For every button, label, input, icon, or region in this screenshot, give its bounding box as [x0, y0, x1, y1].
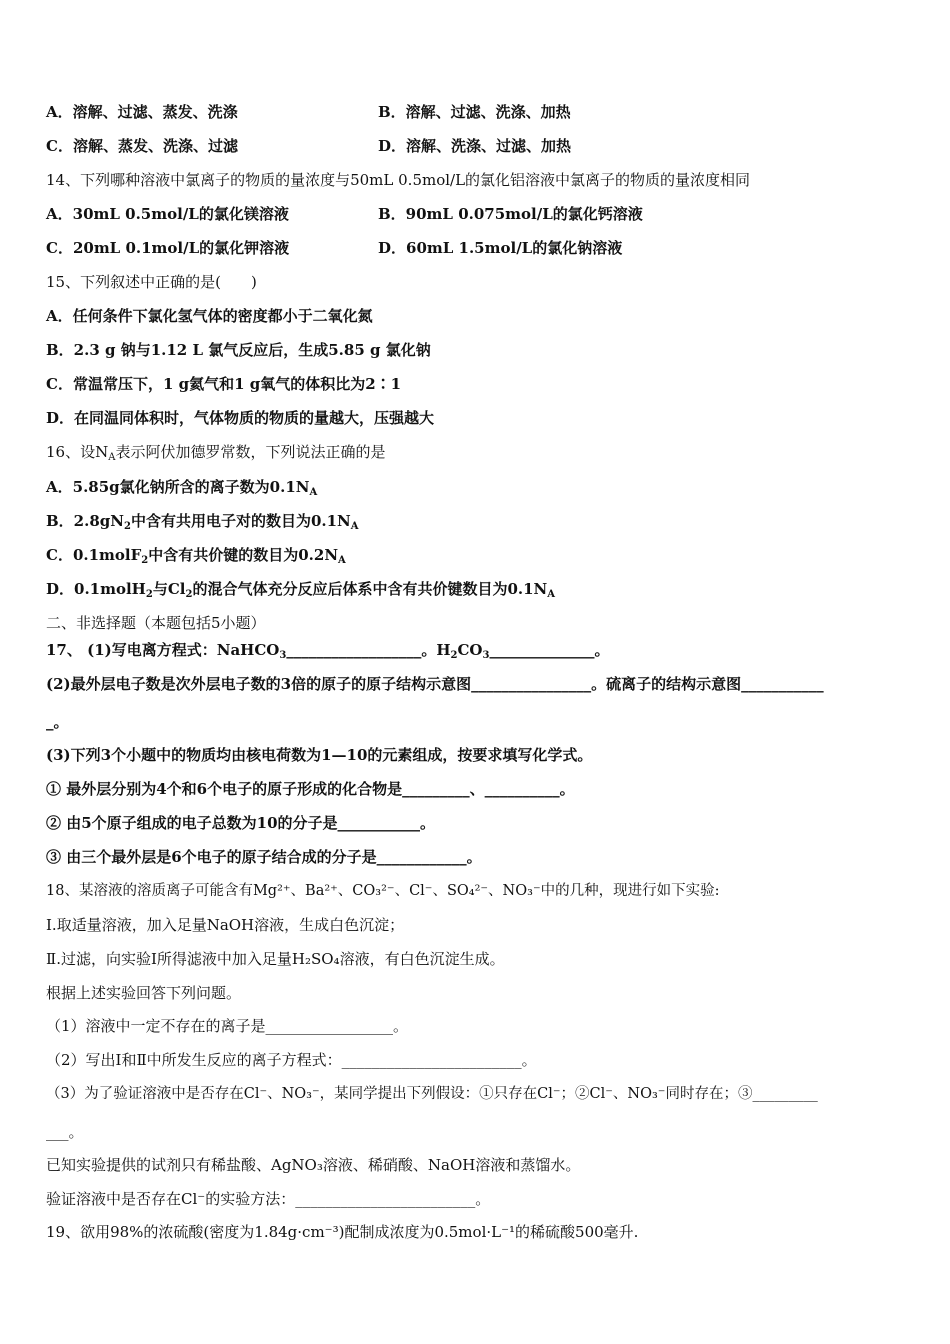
question-17-item2: ② 由5个原子组成的电子总数为10的分子是___________。 [46, 814, 436, 832]
option-14d: D．60mL 1.5mol/L的氯化钠溶液 [378, 239, 623, 257]
option-15a: A．任何条件下氯化氢气体的密度都小于二氧化氮 [46, 307, 373, 325]
question-17-part2: (2)最外层电子数是次外层电子数的3倍的原子的原子结构示意图________________。硫离子的结构示意图___________ [46, 675, 824, 693]
question-18-reagents: 已知实验提供的试剂只有稀盐酸、AgNO₃溶液、稀硝酸、NaOH溶液和蒸馏水。 [46, 1156, 581, 1174]
question-17-part1: 17、 (1)写电离方程式：NaHCO$_3$__________________。$H_2CO_3\_\_\_\_\_\_\_\_\_\_\_\_\_\_$。 [46, 641, 610, 661]
question-18-step2: Ⅱ.过滤，向实验Ⅰ所得滤液中加入足量H₂SO₄溶液，有白色沉淀生成。 [46, 950, 505, 968]
option-16d: D．0.1molH$_2$与$Cl_2$的混合气体充分反应后体系中含有共价键数目为$0.1N_A$ [46, 580, 556, 600]
question-17-item3: ③ 由三个最外层是6个电子的原子结合成的分子是____________。 [46, 848, 482, 866]
option-15c: C．常温常压下，1 g氦气和1 g氧气的体积比为2∶1 [46, 375, 402, 393]
option-13a: A．溶解、过滤、蒸发、洗涤 [46, 103, 238, 121]
option-16c: C．0.1molF$_2$中含有共价键的数目为$0.2N_A$ [46, 546, 346, 566]
option-16a: A．5.85g氯化钠所含的离子数为$0.1N_A$ [46, 478, 318, 498]
question-17-item1: ① 最外层分别为4个和6个电子的原子形成的化合物是_________、__________。 [46, 780, 575, 798]
option-15b: B．2.3 g 钠与1.12 L 氯气反应后，生成5.85 g 氯化钠 [46, 341, 431, 359]
question-18-sub3-cont: ___。 [46, 1123, 84, 1141]
option-16b: B．$2.8gN_2$中含有共用电子对的数目为$0.1N_A$ [46, 512, 359, 532]
question-18-method: 验证溶液中是否存在Cl⁻的实验方法：________________________。 [46, 1190, 491, 1208]
question-18-sub2: （2）写出Ⅰ和Ⅱ中所发生反应的离子方程式：________________________。 [46, 1051, 537, 1069]
question-15: 15、下列叙述中正确的是( ) [46, 273, 257, 291]
option-13d: D．溶解、洗涤、过滤、加热 [378, 137, 572, 155]
option-14a: A．30mL 0.5mol/L的氯化镁溶液 [46, 205, 289, 223]
section-heading: 二、非选择题（本题包括5小题） [46, 614, 266, 632]
option-14b: B．90mL 0.075mol/L的氯化钙溶液 [378, 205, 643, 223]
question-18-step1: Ⅰ.取适量溶液，加入足量NaOH溶液，生成白色沉淀； [46, 916, 405, 934]
question-16: 16、设$N_A$表示阿伏加德罗常数，下列说法正确的是 [46, 443, 386, 463]
option-13b: B．溶解、过滤、洗涤、加热 [378, 103, 571, 121]
question-19: 19、欲用98%的浓硫酸(密度为1.84g·cm⁻³)配制成浓度为0.5mol·L⁻¹的稀硫酸500毫升. [46, 1223, 639, 1241]
question-18-sub1: （1）溶液中一定不存在的离子是_________________。 [46, 1017, 409, 1035]
question-17-part2-cont: _。 [46, 713, 69, 731]
option-14c: C．20mL 0.1mol/L的氯化钾溶液 [46, 239, 290, 257]
question-18: 18、某溶液的溶质离子可能含有Mg²⁺、Ba²⁺、CO₃²⁻、Cl⁻、SO₄²⁻、NO₃⁻中的几种，现进行如下实验: [46, 883, 720, 899]
question-18-intro: 根据上述实验回答下列问题。 [46, 984, 242, 1002]
question-14: 14、下列哪种溶液中氯离子的物质的量浓度与50mL 0.5mol/L的氯化铝溶液中氯离子的物质的量浓度相同 [46, 171, 751, 189]
question-17-part3: (3)下列3个小题中的物质均由核电荷数为1—10的元素组成，按要求填写化学式。 [46, 746, 593, 764]
option-15d: D．在同温同体积时，气体物质的物质的量越大，压强越大 [46, 409, 435, 427]
option-13c: C．溶解、蒸发、洗涤、过滤 [46, 137, 238, 155]
question-18-sub3: （3）为了验证溶液中是否存在Cl⁻、NO₃⁻，某同学提出下列假设：①只存在Cl⁻；②Cl⁻、NO₃⁻同时存在；③_________ [46, 1086, 818, 1102]
